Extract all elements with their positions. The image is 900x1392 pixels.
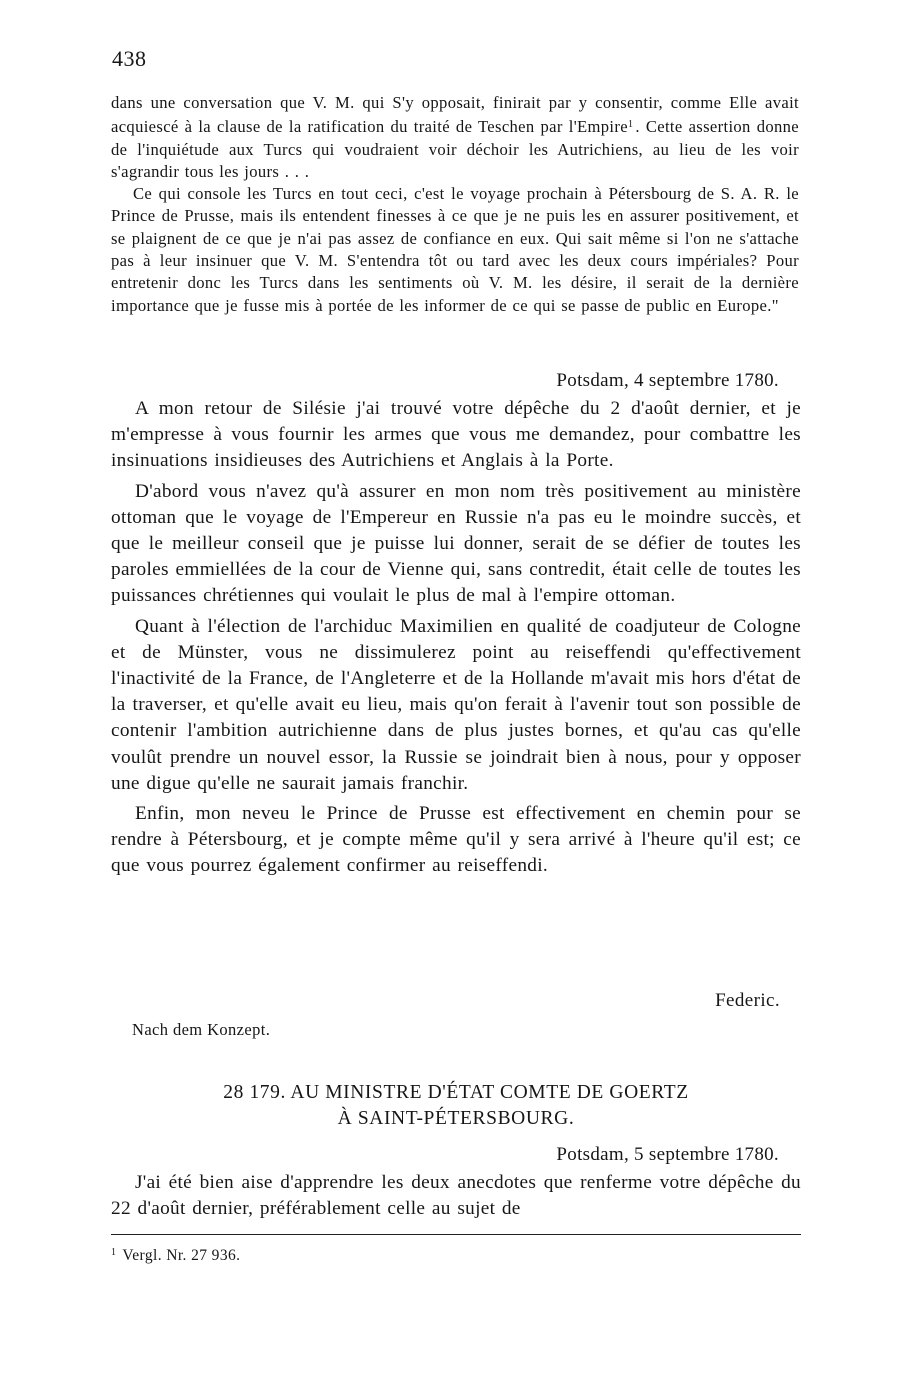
letter-body [111,1170,801,1222]
footnote-reference: 1 [627,119,634,131]
letter-paragraph: Quant à l'élection de l'archiduc Maximilien en qualité de coadjuteur de Cologne et de Münster, vous ne dissimulerez point au reiseffendi qu'effectivement l'inactivité de la France, de l'Angleterre et de la Hollande m'avait mis hors d'état de la traverser, et qu'elle avait eu lieu, mais qu'on ferait à l'avenir tout son possible de contenir l'ambition autrichienne dans de plus justes bornes, et qu'au cas qu'elle voulût prendre un nouvel essor, la Russie se joindrait bien à nous, pour y opposer une digue qu'elle ne saurait jamais franchir. [111,615,801,794]
quote-paragraph: Ce qui console les Turcs en tout ceci, c'est le voyage prochain à Pétersbourg de S. A. R. le Prince de Prusse, mais ils entendent finesses à ce que je ne puis les en assurer positivement, et se plaignent de ce que je n'ai pas assez de confiance en eux. Qui sait même si l'on ne s'attache pas à leur insinuer que V. M. S'entendra tôt ou tard avec les deux cours impériales? Pour entretenir donc les Turcs dans les sentiments où V. M. les désire, il serait de la dernière importance que je fusse mis à portée de les informer de ce qui se passe de public en Europe." [111,184,799,315]
letter-paragraph: A mon retour de Silésie j'ai trouvé votre dépêche du 2 d'août dernier, et je m'empresse à vous fournir les armes que vous me demandez, pour combattre les insinuations insidieuses des Autrichiens et Anglais à la Porte. [111,398,801,472]
letter-dateline: Potsdam, 5 septembre 1780. [556,1144,779,1165]
letter-paragraph: Enfin, mon neveu le Prince de Prusse est effectivement en chemin pour se rendre à Pétersbourg, et je compte même qu'il y sera arrivé à l'heure qu'il est; ce que vous pourrez également confirmer au reiseffendi. [111,803,801,877]
footnote-text: Vergl. Nr. 27 936. [122,1247,241,1264]
quote-text: dans une conversation que V. M. qui S'y opposait, finirait par y consentir, comme Elle avait acquiescé à la clause de la ratification du traité de Teschen par l'Empire [111,93,799,137]
letter-signature: Federic. [715,990,780,1011]
footnote-divider [111,1234,801,1235]
letter-heading-line: À SAINT-PÉTERSBOURG. [337,1108,575,1129]
quote-paragraph [111,92,799,183]
letter-heading [111,1080,801,1132]
quote-text: . Cette assertion donne de l'inquiétude aux Turcs qui voudraient voir déchoir les Autrichiens, au lieu de les voir s'agrandir tous les jours . . . [111,117,799,181]
letter-heading-line: 28 179. AU MINISTRE D'ÉTAT COMTE DE GOERTZ [223,1082,689,1103]
letter-paragraph: J'ai été bien aise d'apprendre les deux anecdotes que renferme votre dépêche du 22 d'août dernier, préférablement celle au sujet de [111,1172,801,1220]
footnote-marker: 1 [111,1247,117,1258]
quoted-report-excerpt [111,92,799,317]
letter-body [111,396,801,884]
page-number: 438 [112,46,147,71]
letter-dateline: Potsdam, 4 septembre 1780. [556,370,779,391]
footnote [111,1247,240,1265]
letter-paragraph: D'abord vous n'avez qu'à assurer en mon nom très positivement au ministère ottoman que le voyage de l'Empereur en Russie n'a pas eu le moindre succès, et que le meilleur conseil que je puisse lui donner, serait de se défier de toutes les paroles emmiellées de la cour de Vienne qui, sans contredit, était celle de toutes les puissances chrétiennes qui voulait le plus de mal à l'empire ottoman. [111,480,801,607]
source-note: Nach dem Konzept. [132,1020,271,1039]
